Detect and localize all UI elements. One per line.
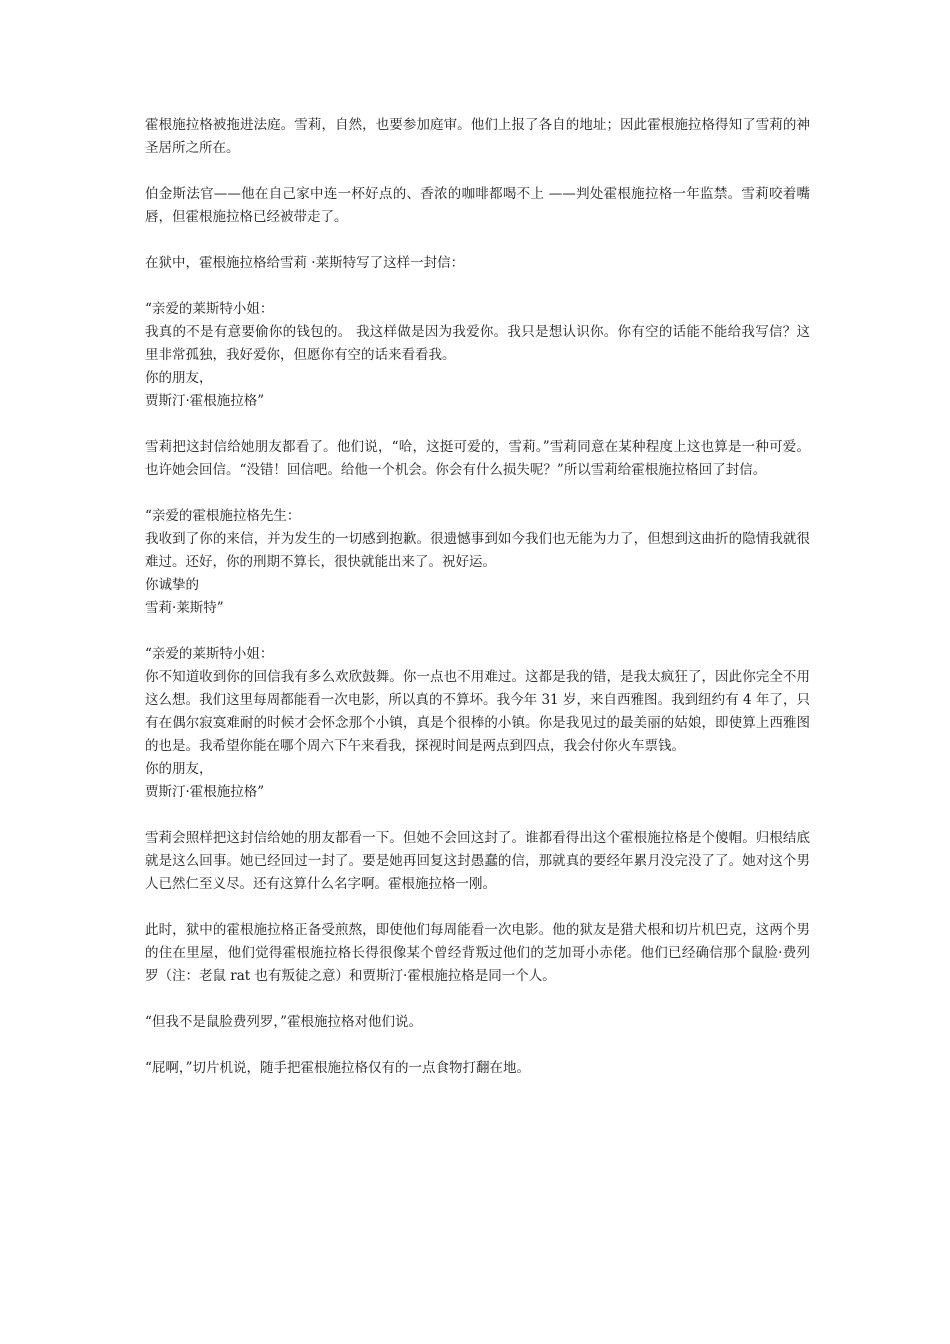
letter-body: 我收到了你的来信，并为发生的一切感到抱歉。很遗憾事到如今我们也无能为力了，但想到这曲折的隐情我就很难过。还好，你的刑期不算长，很快就能出来了。祝好运。	[145, 531, 810, 570]
letter-block	[145, 505, 810, 620]
letter-block	[145, 643, 810, 804]
letter-closing: 你诚挚的	[145, 577, 199, 593]
letter-signature: 雪莉·莱斯特”	[145, 600, 224, 616]
letter-greeting: “亲爱的霍根施拉格先生：	[145, 508, 301, 524]
paragraph: 此时，狱中的霍根施拉格正备受煎熬，即使他们每周能看一次电影。他的狱友是猎犬根和切片机巴克，这两个男的住在里屋，他们觉得霍根施拉格长得很像某个曾经背叛过他们的芝加哥小赤佬。他们已经确信那个鼠脸·费列罗（注：老鼠 rat 也有叛徒之意）和贾斯汀·霍根施拉格是同一个人。	[145, 922, 810, 984]
letter-block	[145, 298, 810, 413]
letter-greeting: “亲爱的莱斯特小姐：	[145, 646, 274, 662]
letter-greeting: “亲爱的莱斯特小姐：	[145, 301, 274, 317]
paragraph: “屁啊，”切片机说，随手把霍根施拉格仅有的一点食物打翻在地。	[145, 1060, 531, 1076]
paragraph: 雪莉会照样把这封信给她的朋友都看一下。但她不会回这封了。谁都看得出这个霍根施拉格是个傻帽。归根结底就是这么回事。她已经回过一封了。要是她再回复这封愚蠢的信，那就真的要经年累月没完没了了。她对这个男人已然仁至义尽。还有这算什么名字啊。霍根施拉格一刚。	[145, 830, 810, 892]
paragraph: 在狱中，霍根施拉格给雪莉 ·莱斯特写了这样一封信：	[145, 255, 465, 271]
letter-signature: 贾斯汀·霍根施拉格”	[145, 393, 265, 409]
paragraph: 霍根施拉格被拖进法庭。雪莉，自然，也要参加庭审。他们上报了各自的地址；因此霍根施拉格得知了雪莉的神圣居所之所在。	[145, 117, 810, 156]
paragraph: “但我不是鼠脸费列罗，”霍根施拉格对他们说。	[145, 1014, 423, 1030]
letter-closing: 你的朋友，	[145, 761, 213, 777]
letter-signature: 贾斯汀·霍根施拉格”	[145, 784, 265, 800]
letter-body: 我真的不是有意要偷你的钱包的。 我这样做是因为我爱你。我只是想认识你。你有空的话能不能给我写信？这里非常孤独，我好爱你，但愿你有空的话来看看我。	[145, 324, 810, 363]
document-page	[145, 114, 810, 1103]
paragraph: 伯金斯法官——他在自己家中连一杯好点的、香浓的咖啡都喝不上 ——判处霍根施拉格一年监禁。雪莉咬着嘴唇，但霍根施拉格已经被带走了。	[145, 186, 810, 225]
letter-body: 你不知道收到你的回信我有多么欢欣鼓舞。你一点也不用难过。这都是我的错，是我太疯狂了，因此你完全不用这么想。我们这里每周都能看一次电影，所以真的不算坏。我今年 31 岁，来自西雅图。我到纽约有 4 年了，只有在偶尔寂寞难耐的时候才会怀念那个小镇，真是个很棒的小镇。你是我见过的最美丽的姑娘，即使算上西雅图的也是。我希望你能在哪个周六下午来看我，探视时间是两点到四点，我会付你火车票钱。	[145, 669, 810, 754]
letter-closing: 你的朋友，	[145, 370, 213, 386]
paragraph: 雪莉把这封信给她朋友都看了。他们说，“哈，这挺可爱的，雪莉。”雪莉同意在某种程度上这也算是一种可爱。也许她会回信。“没错！回信吧。给他一个机会。你会有什么损失呢？”所以雪莉给霍根施拉格回了封信。	[145, 439, 810, 478]
